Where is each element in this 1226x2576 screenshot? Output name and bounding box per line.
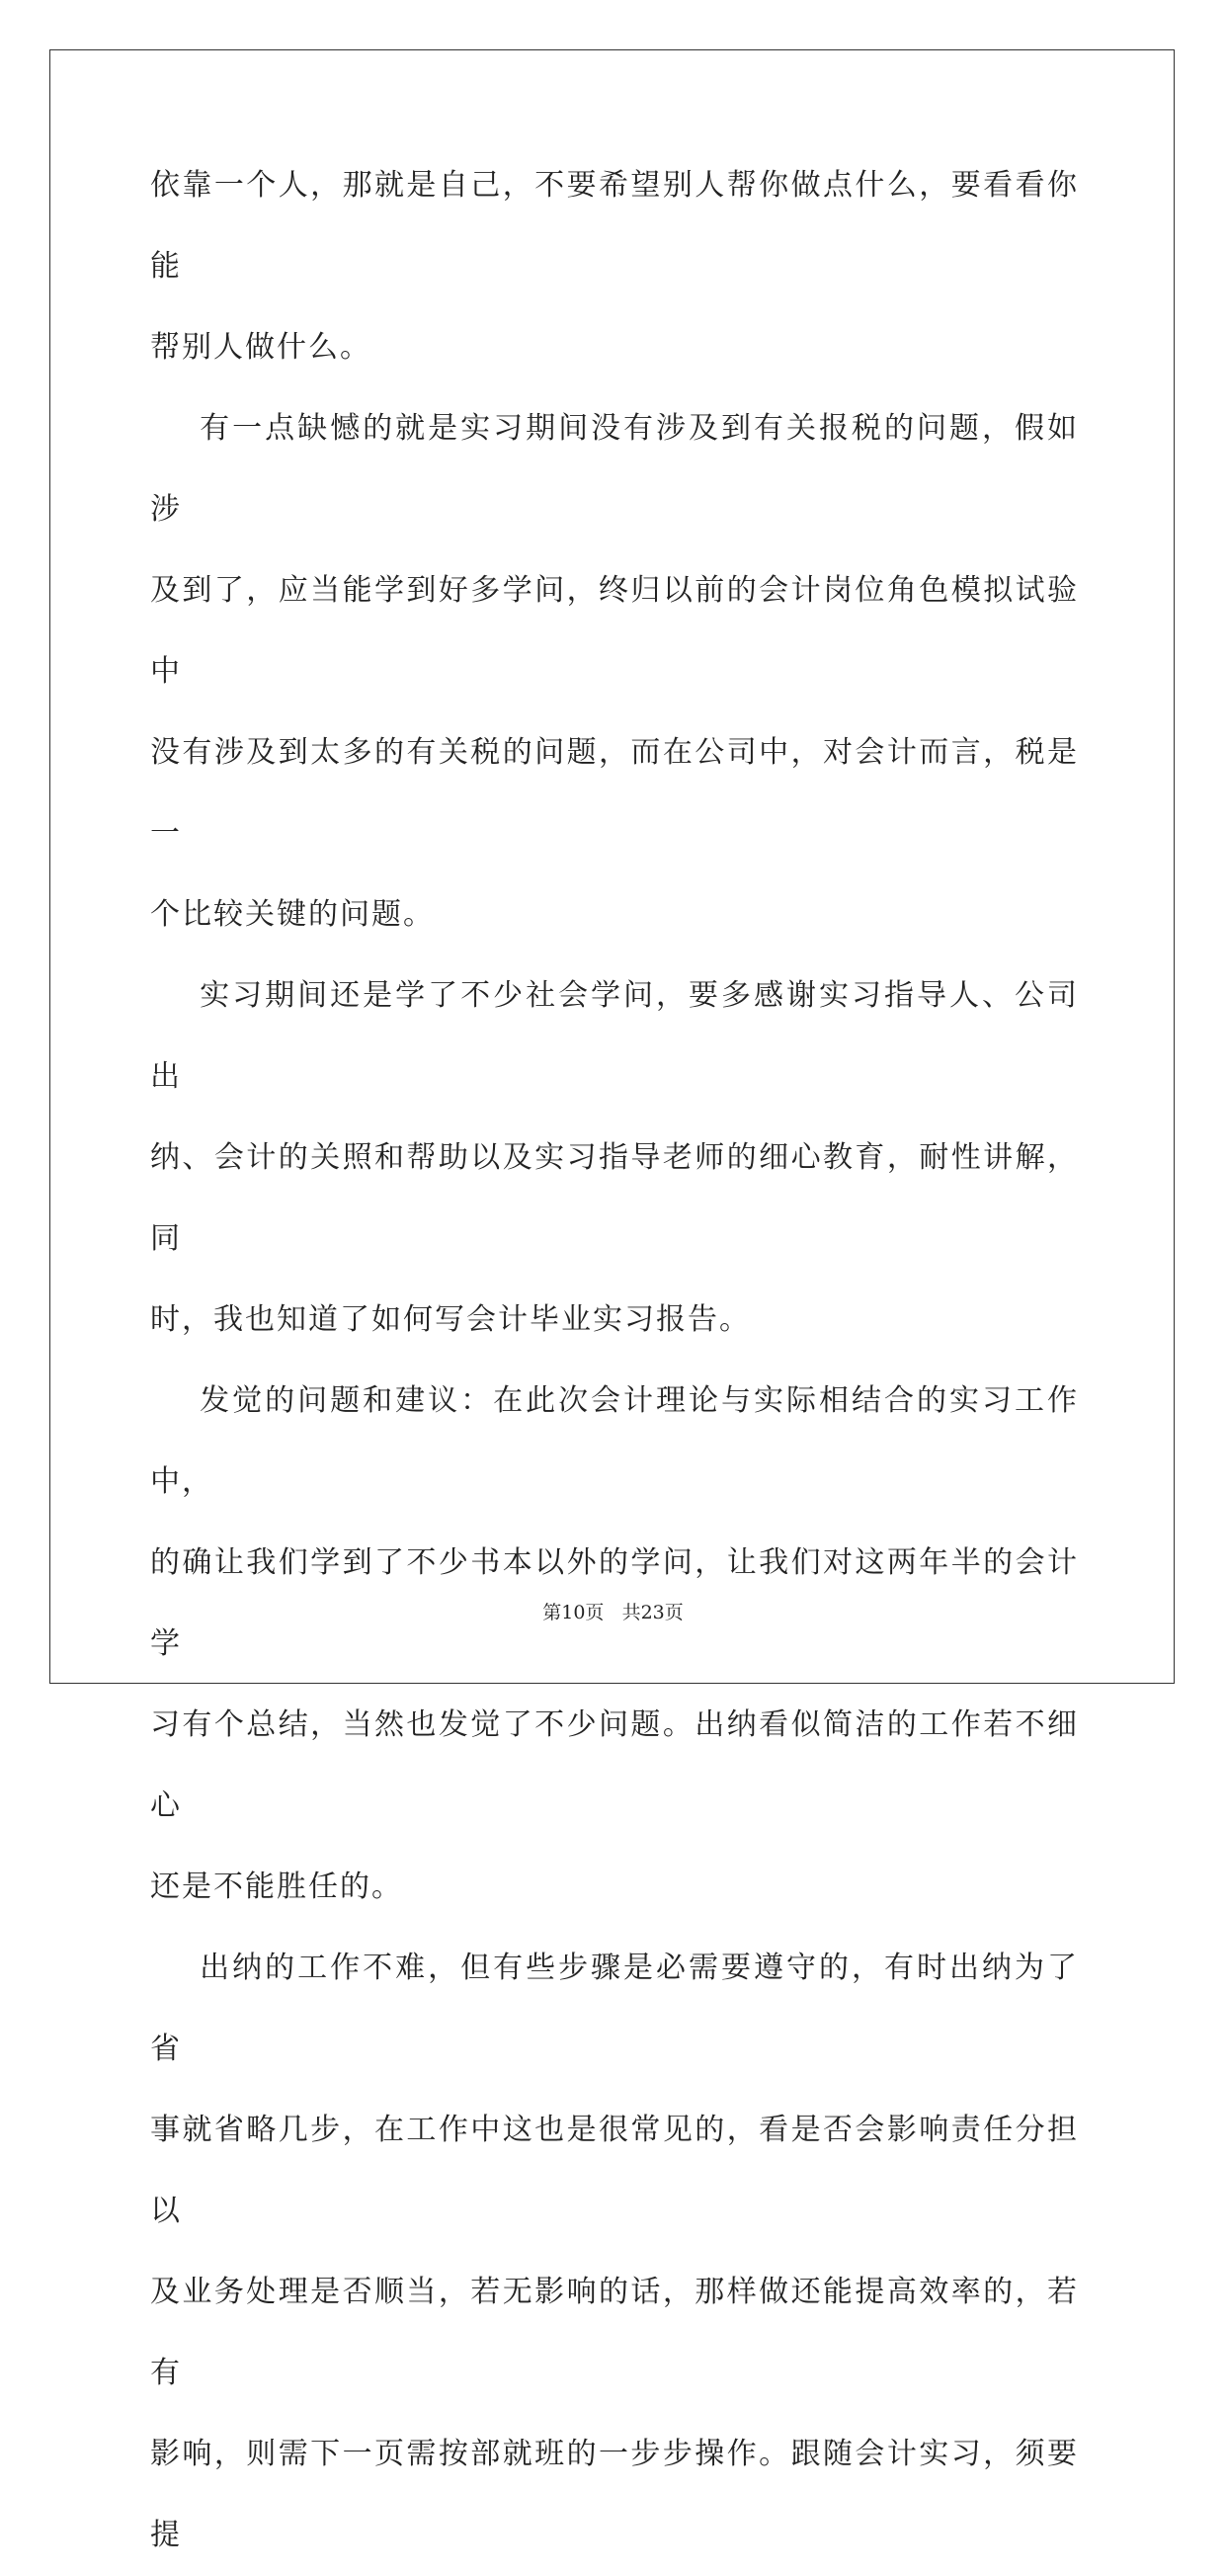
text-line: 依靠一个人，那就是自己，不要希望别人帮你做点什么，要看看你能 <box>150 168 1079 284</box>
text-line: 出纳的工作不难，但有些步骤是必需要遵守的，有时出纳为了省 <box>150 1951 1079 2066</box>
text-line: 帮别人做什么。 <box>150 330 371 365</box>
page-footer <box>0 1598 1226 1624</box>
document-body <box>150 145 1079 2576</box>
text-line: 实习期间还是学了不少社会学问，要多感谢实习指导人、公司出 <box>150 978 1079 1094</box>
page-total: 共23页 <box>621 1602 684 1623</box>
text-line: 没有涉及到太多的有关税的问题，而在公司中，对会计而言，税是一 <box>150 735 1079 851</box>
text-line: 发觉的问题和建议：在此次会计理论与实际相结合的实习工作中， <box>150 1383 1079 1499</box>
text-line: 影响，则需下一页需按部就班的一步步操作。跟随会计实习，须要提 <box>150 2437 1079 2552</box>
text-line: 时，我也知道了如何写会计毕业实习报告。 <box>150 1302 751 1337</box>
text-line: 还是不能胜任的。 <box>150 1870 403 1904</box>
page-number: 第10页 <box>542 1602 605 1623</box>
text-line: 及到了，应当能学到好多学问，终归以前的会计岗位角色模拟试验中 <box>150 573 1079 689</box>
text-line: 的确让我们学到了不少书本以外的学问，让我们对这两年半的会计学 <box>150 1545 1079 1661</box>
text-line: 事就省略几步，在工作中这也是很常见的，看是否会影响责任分担以 <box>150 2113 1079 2228</box>
text-line: 及业务处理是否顺当，若无影响的话，那样做还能提高效率的，若有 <box>150 2275 1079 2390</box>
text-line: 习有个总结，当然也发觉了不少问题。出纳看似简洁的工作若不细心 <box>150 1707 1079 1823</box>
text-line: 纳、会计的关照和帮助以及实习指导老师的细心教育，耐性讲解，同 <box>150 1140 1079 1256</box>
text-line: 有一点缺憾的就是实习期间没有涉及到有关报税的问题，假如涉 <box>150 411 1079 527</box>
text-line: 个比较关键的问题。 <box>150 897 435 932</box>
